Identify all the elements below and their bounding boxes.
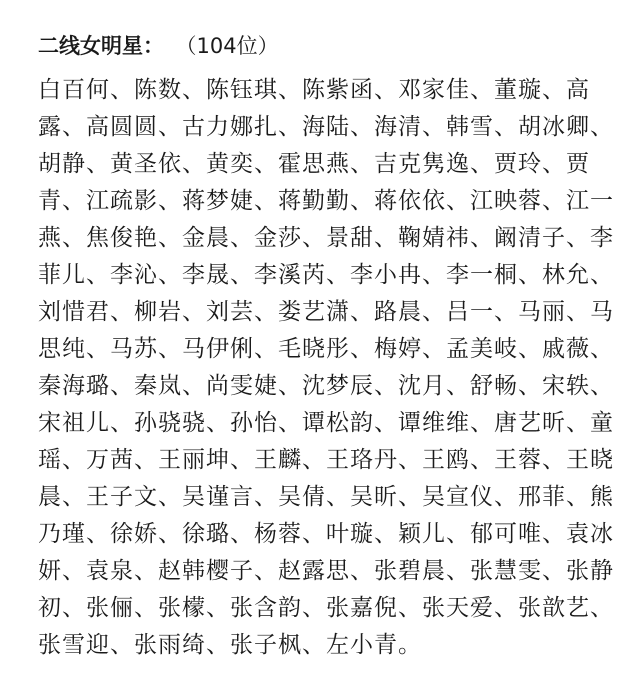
text-line: 白百何、陈数、陈钰琪、陈紫函、邓家佳、董璇、高: [38, 77, 590, 103]
text-line: 妍、袁泉、赵韩樱子、赵露思、张碧晨、张慧雯、张静: [38, 558, 614, 584]
text-line: 乃瑾、徐娇、徐璐、杨蓉、叶璇、颖儿、郁可唯、袁冰: [38, 521, 614, 547]
text-line: 露、高圆圆、古力娜扎、海陆、海清、韩雪、胡冰卿、: [38, 114, 614, 140]
text-line: 初、张俪、张檬、张含韵、张嘉倪、张天爱、张歆艺、: [38, 595, 614, 621]
name-list: [38, 72, 614, 664]
text-line: 张雪迎、张雨绮、张子枫、左小青。: [38, 632, 422, 658]
text-line: 刘惜君、柳岩、刘芸、娄艺潇、路晨、吕一、马丽、马: [38, 299, 614, 325]
text-line: 秦海璐、秦岚、尚雯婕、沈梦辰、沈月、舒畅、宋轶、: [38, 373, 614, 399]
text-line: 胡静、黄圣依、黄奕、霍思燕、吉克隽逸、贾玲、贾: [38, 151, 590, 177]
text-line: 青、江疏影、蒋梦婕、蒋勤勤、蒋依依、江映蓉、江一: [38, 188, 614, 214]
heading-title: 二线女明星: [38, 34, 143, 58]
text-line: 瑶、万茜、王丽坤、王麟、王珞丹、王鸥、王蓉、王晓: [38, 447, 614, 473]
text-line: 思纯、马苏、马伊俐、毛晓彤、梅婷、孟美岐、戚薇、: [38, 336, 614, 362]
heading-colon: ：: [143, 34, 164, 58]
text-line: 宋祖儿、孙骁骁、孙怡、谭松韵、谭维维、唐艺昕、童: [38, 410, 614, 436]
text-line: 燕、焦俊艳、金晨、金莎、景甜、鞠婧祎、阚清子、李: [38, 225, 614, 251]
list-heading: [38, 30, 610, 62]
text-line: 晨、王子文、吴谨言、吴倩、吴昕、吴宣仪、邢菲、熊: [38, 484, 614, 510]
text-line: 菲儿、李沁、李晟、李溪芮、李小冉、李一桐、林允、: [38, 262, 614, 288]
heading-count: （104位）: [186, 34, 279, 58]
